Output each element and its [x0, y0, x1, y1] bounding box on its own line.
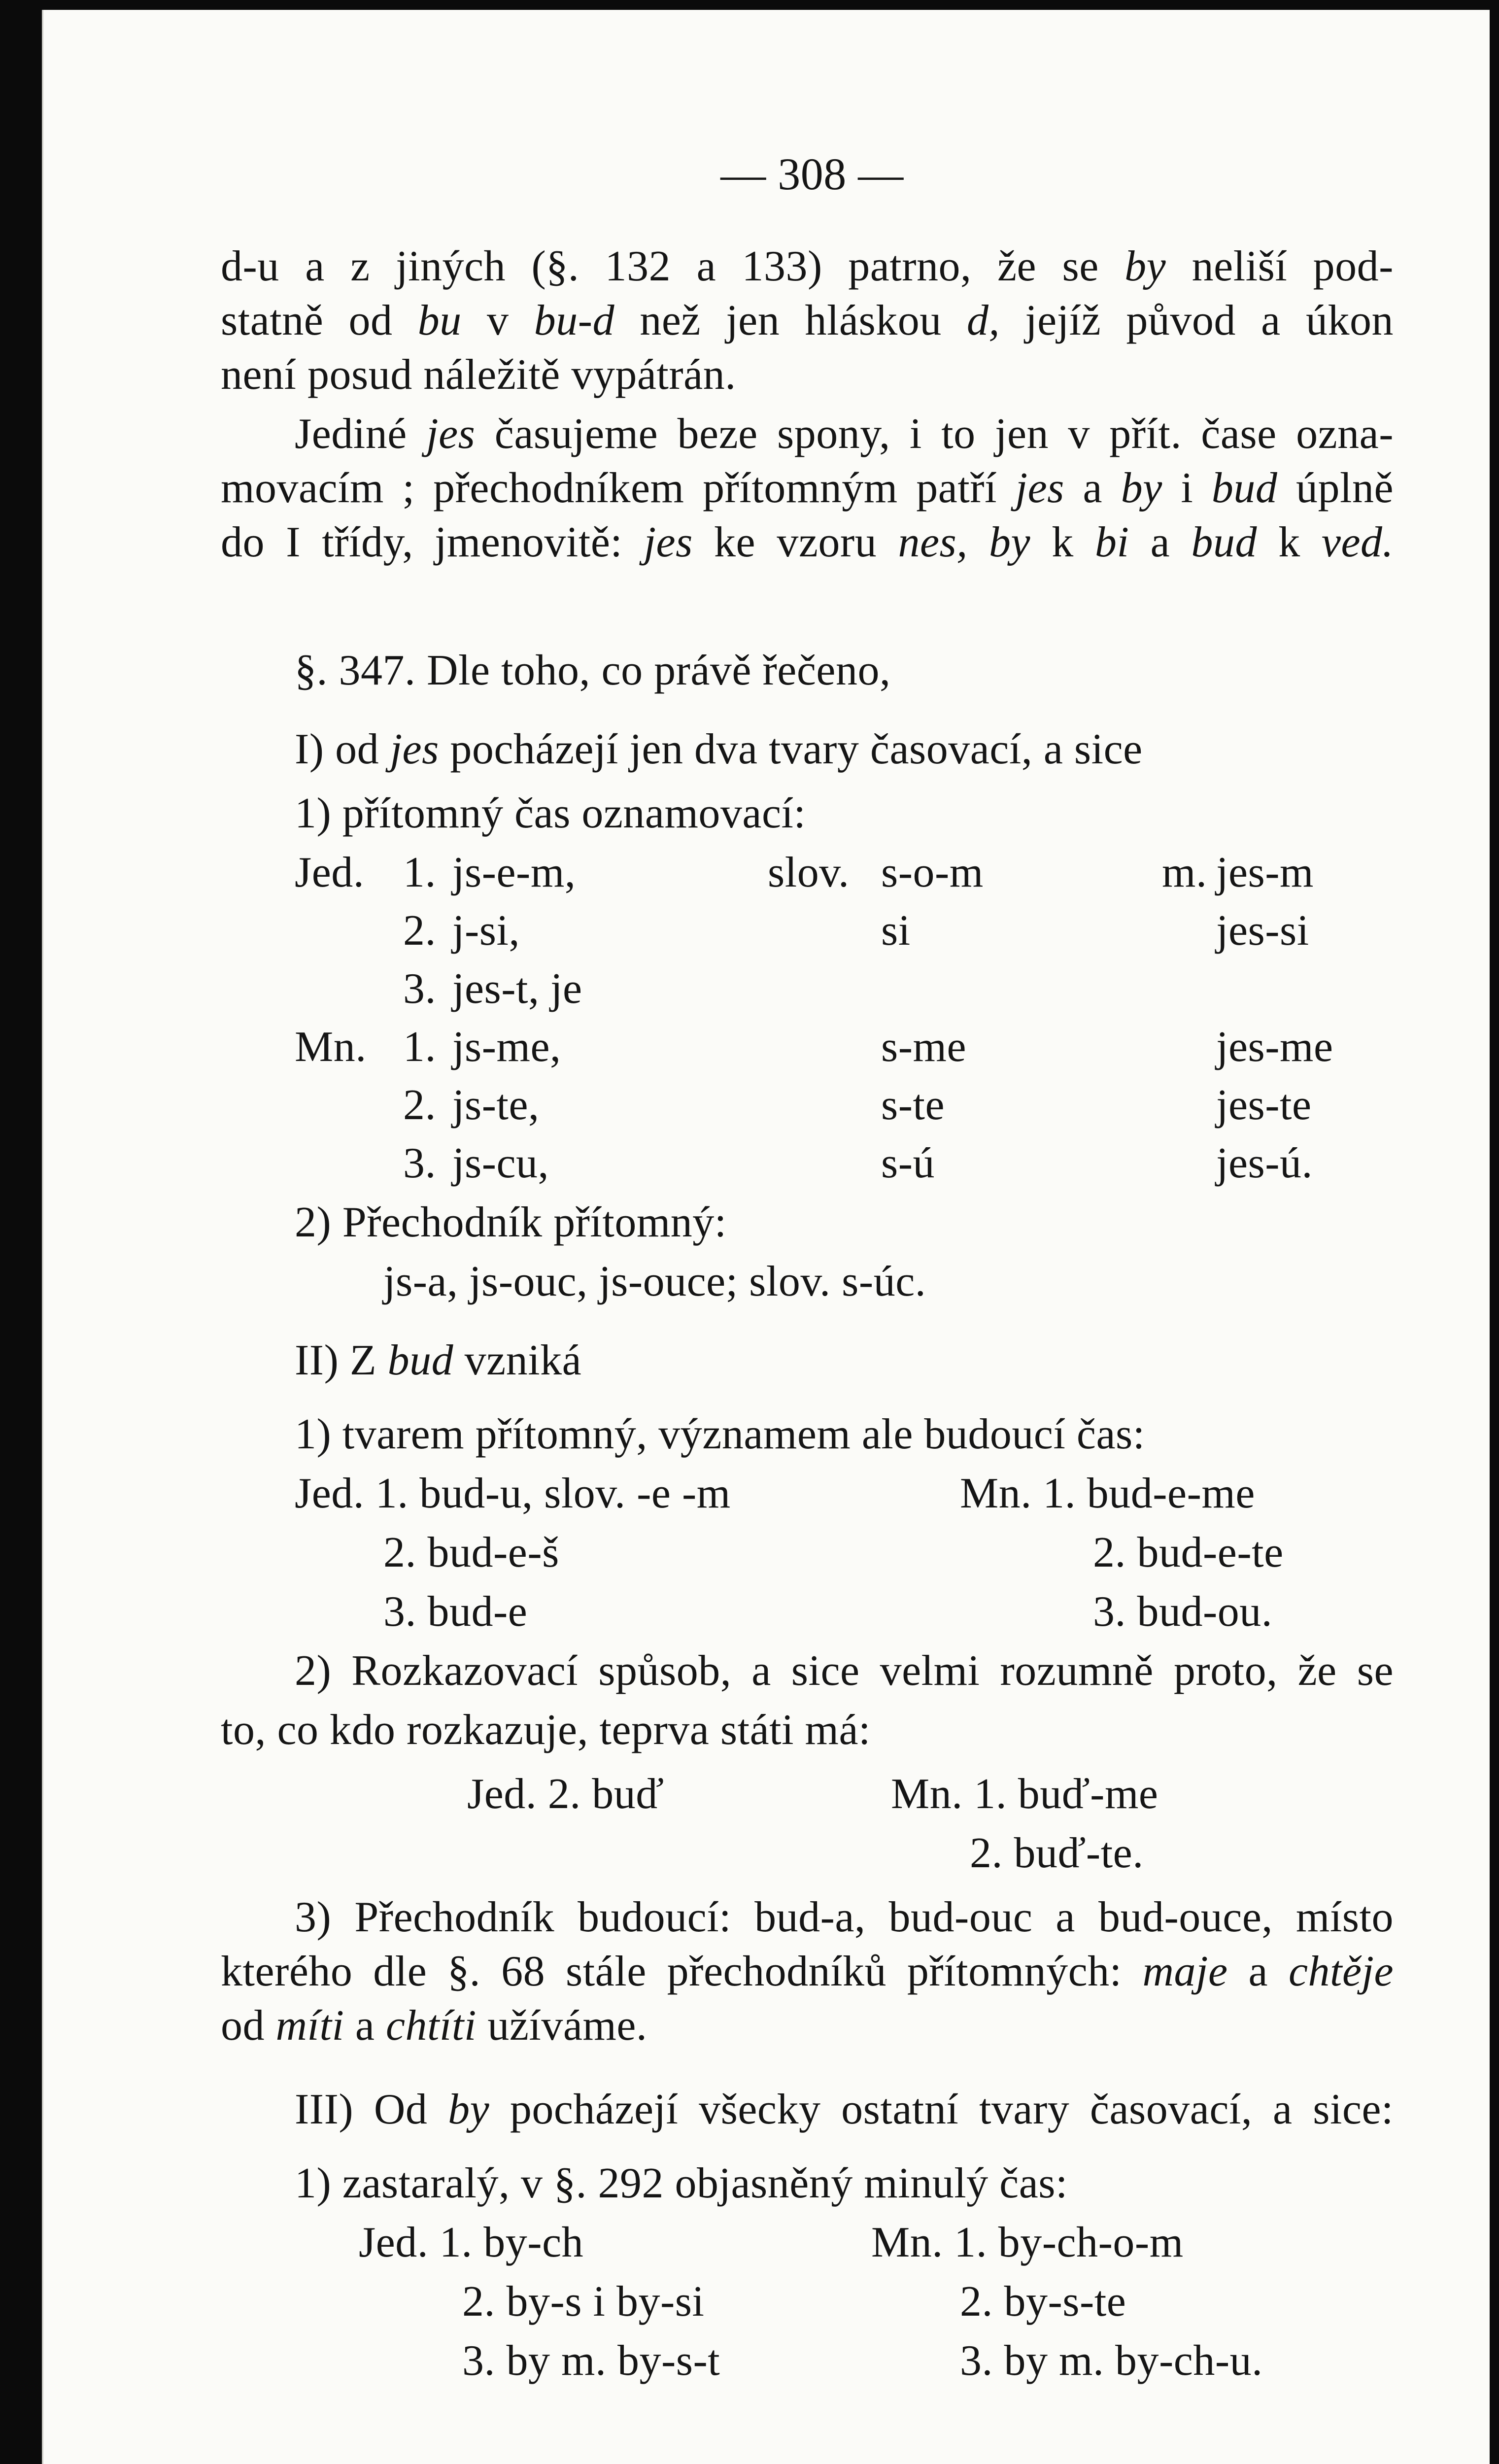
intro-line-1: [221, 241, 1394, 291]
part1-old-form: jes-te: [1216, 1081, 1312, 1129]
part3-row3-right: 3. by m. by-ch-u.: [960, 2337, 1263, 2385]
text-run: jejíž původ a úkon: [999, 297, 1394, 344]
text-run: k: [1257, 518, 1322, 566]
part2-row3-right: 3. bud-ou.: [1093, 1588, 1273, 1636]
part2-sub3-line-2: [221, 1947, 1394, 1996]
italic-term: d,: [966, 297, 1000, 344]
italic-term: jes: [426, 410, 476, 458]
italic-term: nes,: [898, 518, 968, 566]
italic-term: jes: [644, 518, 693, 566]
imperative-left: Jed. 2. buď: [467, 1770, 664, 1818]
para2-line-1: [295, 409, 1394, 459]
part1-row-person: 3.: [403, 1139, 436, 1187]
part2-sub1: 1) tvarem přítomný, významem ale budoucí čas:: [295, 1410, 1145, 1458]
part3-row1-right: Mn. 1. by-ch-o-m: [871, 2219, 1184, 2266]
part1-m-label: m.: [1162, 849, 1207, 896]
italic-term: bud: [1191, 518, 1257, 566]
part1-row-person: 3.: [403, 965, 436, 1013]
part1-old-form: jes-ú.: [1216, 1139, 1313, 1187]
part1-slovak-form: si: [881, 907, 911, 955]
italic-term: bud: [1211, 464, 1278, 512]
italic-term: by: [448, 2086, 490, 2133]
part1-row-person: 2.: [403, 907, 436, 955]
part1-row-person: 1.: [403, 1023, 436, 1071]
text-run: pocházejí jen dva tvary časovací, a sice: [439, 725, 1143, 773]
part1-slov-label: slov.: [768, 849, 850, 896]
text-run: vzniká: [453, 1336, 582, 1384]
text-run: [968, 518, 989, 566]
part1-czech-form: js-te,: [452, 1081, 540, 1129]
part1-sub2: 2) Přechodník přítomný:: [295, 1198, 727, 1246]
part2-sub3-line-3: [221, 2001, 647, 2051]
text-run: a: [1227, 1948, 1289, 1995]
part2-row1-left: Jed. 1. bud-u, slov. -e -m: [295, 1470, 731, 1517]
part3-row3-left: 3. by m. by-s-t: [462, 2337, 720, 2385]
text-run: kterého dle §. 68 stále přechodníků přítomných:: [221, 1948, 1143, 1995]
part3-title: [295, 2085, 1394, 2134]
text-run: Jediné: [295, 410, 427, 458]
text-run: k: [1030, 518, 1095, 566]
italic-term: by: [1124, 242, 1166, 290]
part1-slovak-form: s-me: [881, 1023, 967, 1071]
part3-row1-left: Jed. 1. by-ch: [359, 2219, 584, 2266]
text-run: časujeme beze spony, i to jen v přít. čase ozna-: [475, 410, 1394, 458]
text-run: od: [221, 2002, 276, 2050]
intro-line-2: [221, 296, 1394, 345]
part2-row2-left: 2. bud-e-š: [383, 1529, 559, 1576]
italic-term: bi: [1095, 518, 1129, 566]
part1-row-label: Jed.: [295, 849, 365, 896]
text-run: i: [1162, 464, 1212, 512]
text-run: úplně: [1277, 464, 1394, 512]
text-run: statně od: [221, 297, 418, 344]
part1-old-form: jes-me: [1216, 1023, 1333, 1071]
part2-sub3-line-1: 3) Přechodník budoucí: bud-a, bud-ouc a bud-ouce, místo: [295, 1893, 1394, 1941]
italic-term: bu-d: [534, 297, 615, 344]
part2-row2-right: 2. bud-e-te: [1093, 1529, 1284, 1576]
text-run: užíváme.: [476, 2002, 647, 2050]
italic-term: ved.: [1321, 518, 1394, 566]
text-run: d-u a z jiných (§. 132 a 133) patrno, že se: [221, 242, 1125, 290]
part1-slovak-form: s-ú: [881, 1139, 935, 1187]
part1-old-form: jes-si: [1216, 907, 1309, 955]
text-run: ke vzoru: [692, 518, 898, 566]
para2-line-2: [221, 463, 1394, 513]
text-run: pocházejí všecky ostatní tvary časovací, a sice:: [489, 2086, 1394, 2133]
page-number: — 308 —: [720, 149, 904, 199]
italic-term: bud: [387, 1336, 454, 1384]
part3-sub1: 1) zastaralý, v §. 292 objasněný minulý čas:: [295, 2159, 1068, 2207]
italic-term: by: [988, 518, 1031, 566]
part1-slovak-form: s-te: [881, 1081, 945, 1129]
part1-old-form: jes-m: [1216, 849, 1314, 896]
text-run: než jen hláskou: [614, 297, 967, 344]
italic-term: chtěje: [1288, 1948, 1394, 1995]
text-run: II) Z: [295, 1336, 388, 1384]
italic-term: bu: [417, 297, 462, 344]
part1-czech-form: js-cu,: [452, 1139, 549, 1187]
part1-czech-form: js-e-m,: [452, 849, 576, 896]
text-run: I) od: [295, 725, 390, 773]
italic-term: jes: [1015, 464, 1064, 512]
part2-row3-left: 3. bud-e: [383, 1588, 528, 1636]
part1-slovak-form: s-o-m: [881, 849, 984, 896]
part1-czech-form: jes-t, je: [452, 965, 582, 1013]
section-heading: §. 347. Dle toho, co právě řečeno,: [295, 647, 891, 694]
part1-row-person: 2.: [403, 1081, 436, 1129]
part1-title: [295, 724, 1143, 774]
imperative-right-2: 2. buď-te.: [970, 1829, 1144, 1877]
book-page: [42, 10, 1490, 2464]
text-run: III) Od: [295, 2086, 448, 2133]
italic-term: jes: [390, 725, 439, 773]
part3-row2-left: 2. by-s i by-si: [462, 2278, 705, 2326]
part2-sub2-line-1: 2) Rozkazovací spůsob, a sice velmi rozumně proto, že se: [295, 1647, 1394, 1695]
part1-row-person: 1.: [403, 849, 436, 896]
italic-term: chtíti: [385, 2002, 477, 2050]
italic-term: maje: [1142, 1948, 1228, 1995]
part2-sub2-line-2: to, co kdo rozkazuje, teprva státi má:: [221, 1706, 871, 1754]
text-run: a: [344, 2002, 386, 2050]
part1-sub2-forms: js-a, js-ouc, js-ouce; slov. s-úc.: [383, 1258, 926, 1305]
italic-term: by: [1121, 464, 1162, 512]
text-run: a: [1129, 518, 1192, 566]
part1-czech-form: js-me,: [452, 1023, 561, 1071]
part2-title: [295, 1335, 581, 1385]
text-run: do I třídy, jmenovitě:: [221, 518, 644, 566]
text-run: movacím ; přechodníkem přítomným patří: [221, 464, 1016, 512]
part2-row1-right: Mn. 1. bud-e-me: [960, 1470, 1255, 1517]
part1-sub1: 1) přítomný čas oznamovací:: [295, 789, 806, 837]
imperative-right-1: Mn. 1. buď-me: [891, 1770, 1158, 1818]
text-run: v: [461, 297, 534, 344]
part1-row-label: Mn.: [295, 1023, 367, 1071]
part1-czech-form: j-si,: [452, 907, 520, 955]
italic-term: míti: [275, 2002, 344, 2050]
para2-line-3: [221, 517, 1394, 567]
intro-line-3: není posud náležitě vypátrán.: [221, 351, 736, 399]
text-run: a: [1064, 464, 1121, 512]
text-run: neliší pod-: [1166, 242, 1394, 290]
part3-row2-right: 2. by-s-te: [960, 2278, 1126, 2326]
